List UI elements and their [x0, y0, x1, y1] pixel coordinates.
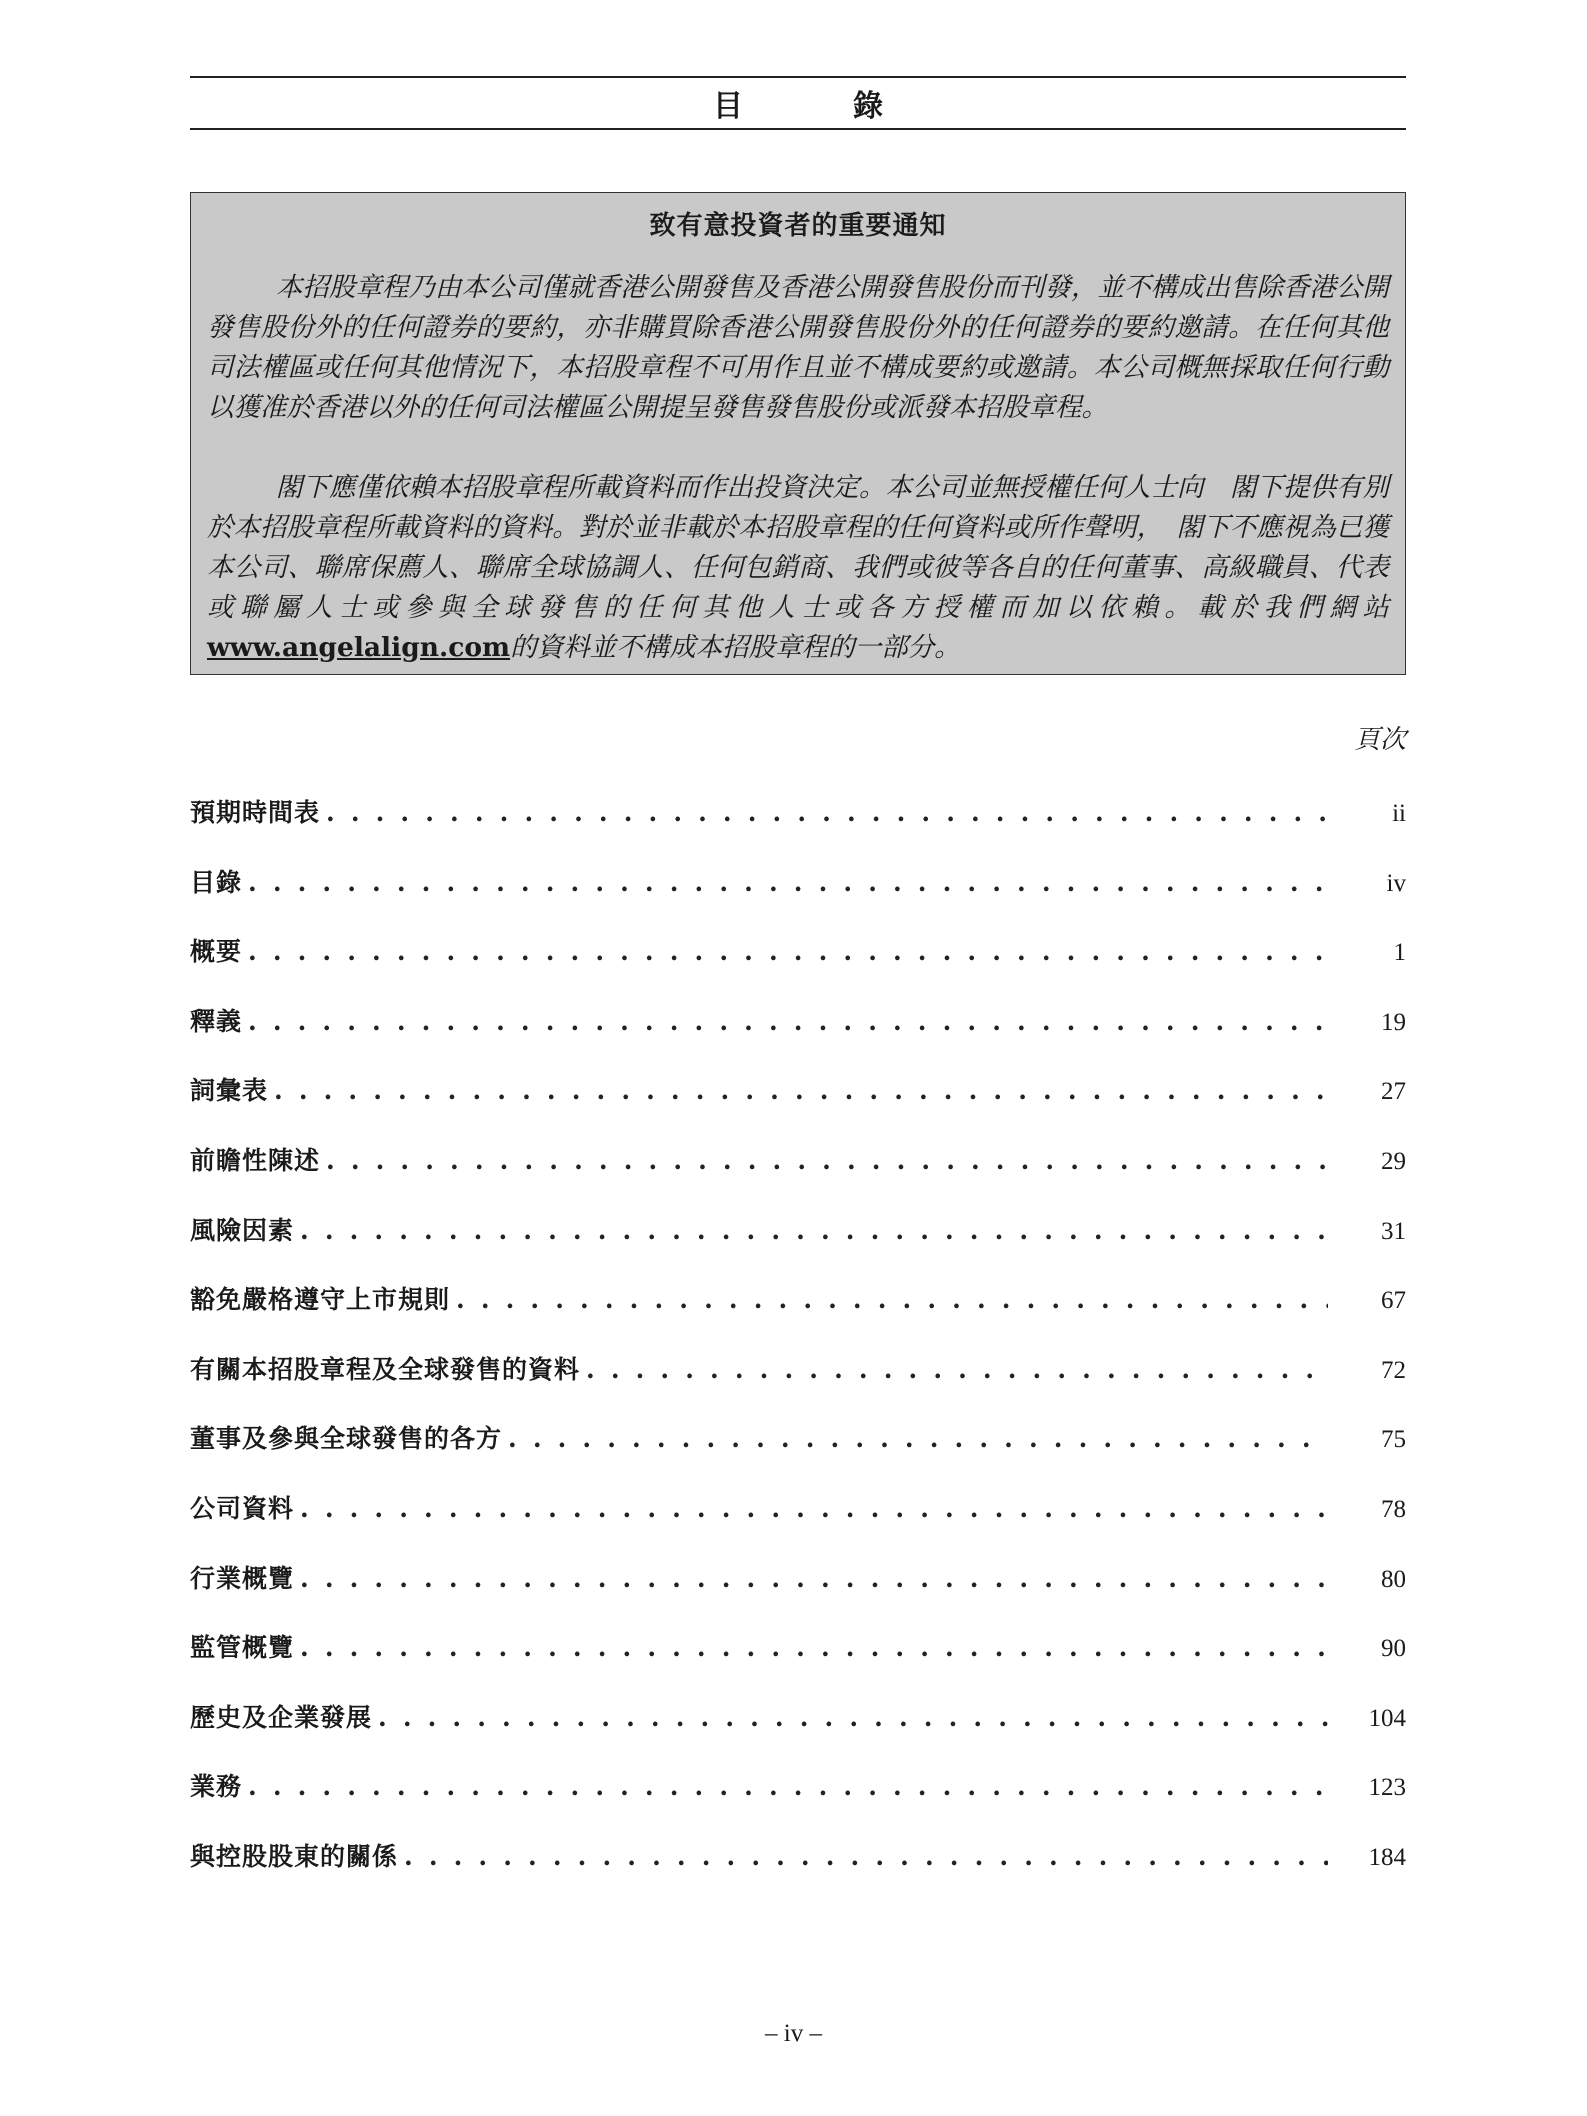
toc-entry-page: iv: [1386, 869, 1406, 897]
toc-entry-page: 75: [1381, 1426, 1406, 1454]
toc-leader-dots: [248, 1007, 1328, 1036]
page-header: [190, 76, 1406, 130]
toc-entry-title: 業務: [190, 1772, 243, 1802]
toc-entry-page: 123: [1368, 1774, 1406, 1802]
toc-entry-title: 預期時間表: [190, 798, 321, 827]
toc-entry-title: 監管概覽: [190, 1633, 295, 1663]
toc-entry[interactable]: [190, 1698, 1406, 1768]
page-column-label: 頁次: [1353, 725, 1406, 755]
toc-leader-dots: [274, 1076, 1328, 1105]
toc-entry[interactable]: [190, 1211, 1406, 1281]
toc-entry-page: 1: [1393, 939, 1406, 967]
toc-entry[interactable]: [190, 1071, 1406, 1141]
toc-entry-title: 行業概覽: [190, 1563, 295, 1593]
toc-leader-dots: [248, 1772, 1328, 1801]
toc-leader-dots: [456, 1285, 1328, 1314]
toc-entry-page: 80: [1381, 1565, 1406, 1593]
document-page: [190, 76, 1406, 1907]
toc-entry-title: 詞彙表: [190, 1076, 269, 1106]
toc-entry[interactable]: [190, 1559, 1406, 1629]
toc-leader-dots: [248, 937, 1328, 966]
toc-leader-dots: [508, 1424, 1328, 1453]
toc-leader-dots: [326, 1146, 1328, 1175]
toc-leader-dots: [248, 868, 1328, 897]
toc-entry-title: 目錄: [190, 867, 243, 897]
toc-entry[interactable]: [190, 1280, 1406, 1350]
toc-entry-page: 90: [1381, 1635, 1406, 1663]
toc-entry-page: 104: [1368, 1704, 1406, 1732]
toc-leader-dots: [326, 798, 1328, 827]
toc-entry[interactable]: [190, 1141, 1406, 1211]
page-footer-number: – iv –: [765, 2020, 822, 2047]
notice-paragraph-2: [207, 468, 1389, 668]
notice-paragraph-2-tail: 的資料並不構成本招股章程的一部分。: [510, 632, 961, 663]
investor-notice-box: [190, 192, 1406, 675]
toc-entry-page: 72: [1381, 1356, 1406, 1384]
toc-entry-page: 19: [1381, 1008, 1406, 1036]
toc-leader-dots: [404, 1842, 1328, 1871]
toc-leader-dots: [300, 1216, 1328, 1245]
toc-entry[interactable]: [190, 1628, 1406, 1698]
toc-entry-title: 風險因素: [190, 1215, 295, 1245]
toc-entry-title: 釋義: [190, 1006, 243, 1036]
toc-entry-title: 與控股股東的關係: [190, 1841, 399, 1871]
toc-leader-dots: [300, 1494, 1328, 1523]
website-link[interactable]: www.angelalign.com: [207, 632, 511, 663]
toc-entry[interactable]: [190, 1419, 1406, 1489]
toc-entry-page: ii: [1392, 800, 1406, 827]
notice-title: 致有意投資者的重要通知: [649, 211, 947, 241]
toc-entry-title: 有關本招股章程及全球發售的資料: [190, 1354, 581, 1384]
page-title: 目 錄: [713, 89, 923, 124]
toc-leader-dots: [586, 1355, 1328, 1384]
toc-entry[interactable]: [190, 1350, 1406, 1420]
toc-entry-title: 豁免嚴格遵守上市規則: [190, 1285, 451, 1315]
toc-entry[interactable]: [190, 1767, 1406, 1837]
toc-entry-page: 29: [1381, 1147, 1406, 1175]
toc-entry-page: 184: [1368, 1843, 1406, 1871]
toc-entry[interactable]: [190, 863, 1406, 933]
toc-entry-page: 78: [1381, 1495, 1406, 1523]
toc-entry-page: 31: [1381, 1217, 1406, 1245]
toc-entry[interactable]: [190, 793, 1406, 863]
toc-entry-title: 董事及參與全球發售的各方: [190, 1424, 503, 1454]
toc-entry[interactable]: [190, 1002, 1406, 1072]
toc-entry-page: 27: [1381, 1078, 1406, 1106]
toc-leader-dots: [300, 1564, 1328, 1593]
notice-paragraph-1: 本招股章程乃由本公司僅就香港公開發售及香港公開發售股份而刊發，並不構成出售除香港公開發售股份外的任何證券的要約，亦非購買除香港公開發售股份外的任何證券的要約邀請。在任何其他司法權區或任何其他情況下，本招股章程不可用作且並不構成要約或邀請。本公司概無採取任何行動以獲准於香港以外的任何司法權區公開提呈發售發售股份或派發本招股章程。: [207, 272, 1389, 423]
toc-leader-dots: [300, 1633, 1328, 1662]
toc-entry-title: 公司資料: [190, 1493, 295, 1523]
toc-entry-title: 歷史及企業發展: [190, 1702, 373, 1732]
toc-entry[interactable]: [190, 932, 1406, 1002]
toc-entry-title: 概要: [190, 937, 243, 967]
toc-entry-page: 67: [1381, 1287, 1406, 1315]
table-of-contents: [190, 793, 1406, 1907]
toc-entry[interactable]: [190, 1837, 1406, 1907]
toc-entry-title: 前瞻性陳述: [190, 1145, 321, 1175]
notice-paragraph-2-text: 閣下應僅依賴本招股章程所載資料而作出投資決定。本公司並無授權任何人士向 閣下提供有別於本招股章程所載資料的資料。對於並非載於本招股章程的任何資料或所作聲明， 閣下不應視為已獲本公司、聯席保薦人、聯席全球協調人、任何包銷商、我們或彼等各自的任何董事、高級職員、代表或聯屬人士或參與全球發售的任何其他人士或各方授權而加以依賴。載於我們網站: [207, 472, 1389, 623]
toc-leader-dots: [378, 1703, 1328, 1732]
toc-entry[interactable]: [190, 1489, 1406, 1559]
